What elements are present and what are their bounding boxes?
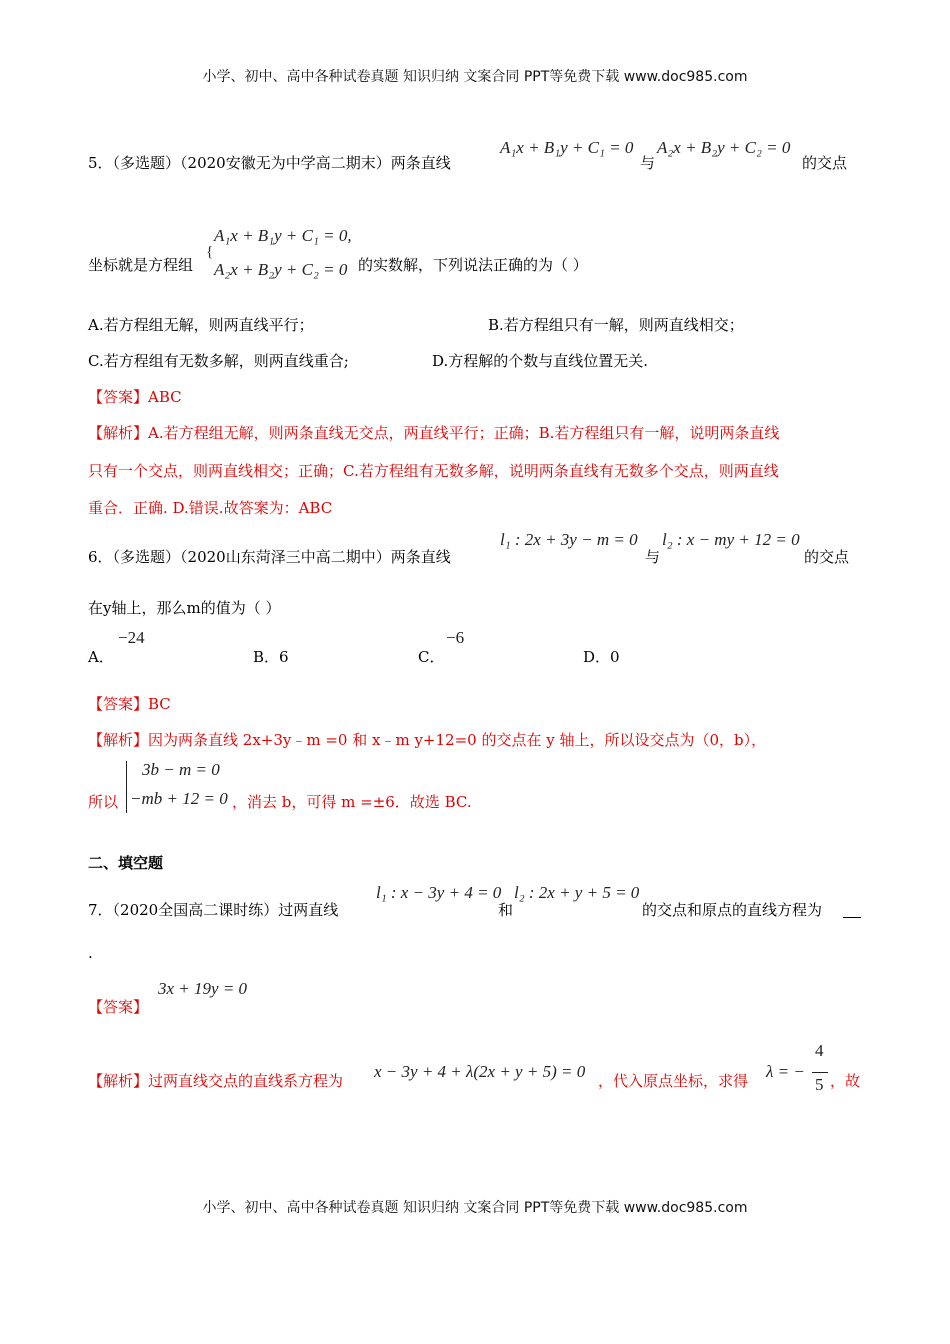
q5-answer: 【答案】ABC [88, 388, 182, 406]
q6-brace [126, 761, 127, 813]
q6-answer: 【答案】BC [88, 695, 171, 713]
q5-system-eq2: A₂x + B₂y + C₂ = 0 [214, 260, 348, 279]
q7-analysis-prefix: 【解析】过两直线交点的直线系方程为 [88, 1072, 344, 1090]
q6-line1-equation: l₁ : 2x + 3y − m = 0 [500, 530, 638, 549]
q5-brace: { [206, 244, 214, 260]
q5-analysis-line3: 重合．正确. D.错误.故答案为：ABC [88, 499, 333, 517]
q7-fraction-bar [812, 1072, 828, 1073]
q5-option-c: C.若方程组有无数多解，则两直线重合; [88, 352, 349, 370]
q5-analysis-line2: 只有一个交点，则两直线相交；正确；C.若方程组有无数多解，说明两条直线有无数多个交点，则两直线 [88, 462, 779, 480]
q6-system-eq1: 3b − m = 0 [142, 760, 220, 779]
q5-line2-suffix: 的实数解，下列说法正确的为（ ） [358, 256, 588, 274]
q6-option-d: D．0 [583, 648, 620, 666]
q7-lambda-numerator: 4 [815, 1041, 824, 1060]
q6-option-a-value: −24 [118, 628, 145, 647]
q6-suffix: 的交点 [804, 548, 850, 566]
q7-answer-equation: 3x + 19y = 0 [158, 979, 248, 998]
q7-analysis-equation: x − 3y + 4 + λ(2x + y + 5) = 0 [374, 1062, 586, 1081]
section-title: 二、填空题 [88, 854, 164, 872]
q6-line2-equation: l₂ : x − my + 12 = 0 [662, 530, 800, 549]
q5-option-d: D.方程解的个数与直线位置无关. [432, 352, 649, 370]
q7-lambda-lhs: λ = − [766, 1062, 805, 1081]
q7-analysis-end: ，故 [830, 1072, 861, 1090]
q7-prefix: 7．（2020全国高二课时练）过两直线 [88, 901, 339, 919]
q5-line2-equation: A₂x + B₂y + C₂ = 0 [657, 138, 791, 157]
q6-analysis-line2: ，消去 b，可得 m =±6．故选 BC. [232, 793, 472, 811]
q7-conj: 和 [498, 901, 514, 919]
q5-option-b: B.若方程组只有一解，则两直线相交； [488, 316, 744, 334]
q7-analysis-mid: ，代入原点坐标，求得 [598, 1072, 749, 1090]
q5-analysis-line1: 【解析】A.若方程组无解，则两条直线无交点，两直线平行；正确；B.若方程组只有一解，说明两条直线 [88, 424, 780, 442]
q7-suffix: 的交点和原点的直线方程为 [642, 901, 823, 919]
page-header: 小学、初中、高中各种试卷真题 知识归纳 文案合同 PPT等免费下载 www.doc985.com [202, 69, 748, 85]
q5-prefix: 5．（多选题）（2020安徽无为中学高二期末）两条直线 [88, 154, 451, 172]
q5-option-a: A.若方程组无解，则两直线平行； [88, 316, 314, 334]
q7-lambda-denominator: 5 [815, 1075, 824, 1094]
q7-period: . [88, 944, 93, 962]
q6-option-b: B．6 [253, 648, 289, 666]
q5-suffix: 的交点 [802, 154, 848, 172]
q5-conj: 与 [640, 154, 656, 172]
q7-line2-equation: l₂ : 2x + y + 5 = 0 [514, 883, 640, 902]
q6-option-a-label: A． [88, 648, 114, 666]
q7-answer-label: 【答案】 [88, 998, 149, 1016]
page-footer: 小学、初中、高中各种试卷真题 知识归纳 文案合同 PPT等免费下载 www.doc985.com [202, 1200, 748, 1216]
q7-answer-blank [843, 917, 861, 918]
q6-option-c-value: −6 [446, 628, 465, 647]
q5-line1-equation: A₁x + B₁y + C₁ = 0 [500, 138, 634, 157]
q5-system-eq1: A₁x + B₁y + C₁ = 0, [214, 226, 352, 245]
q5-line2-prefix: 坐标就是方程组 [88, 256, 194, 274]
q6-so: 所以 [88, 793, 119, 811]
q6-conj: 与 [645, 548, 661, 566]
q6-option-c-label: C． [418, 648, 445, 666]
q6-line2-text: 在y轴上，那么m的值为（ ） [88, 599, 281, 617]
q6-prefix: 6．（多选题）（2020山东菏泽三中高二期中）两条直线 [88, 548, 451, 566]
q7-line1-equation: l₁ : x − 3y + 4 = 0 [376, 883, 502, 902]
q6-system-eq2: −mb + 12 = 0 [130, 789, 228, 808]
q6-analysis-line1: 【解析】因为两条直线 2x+3y﹣m =0 和 x﹣m y+12=0 的交点在 y 轴上，所以设交点为（0，b）， [88, 731, 767, 749]
